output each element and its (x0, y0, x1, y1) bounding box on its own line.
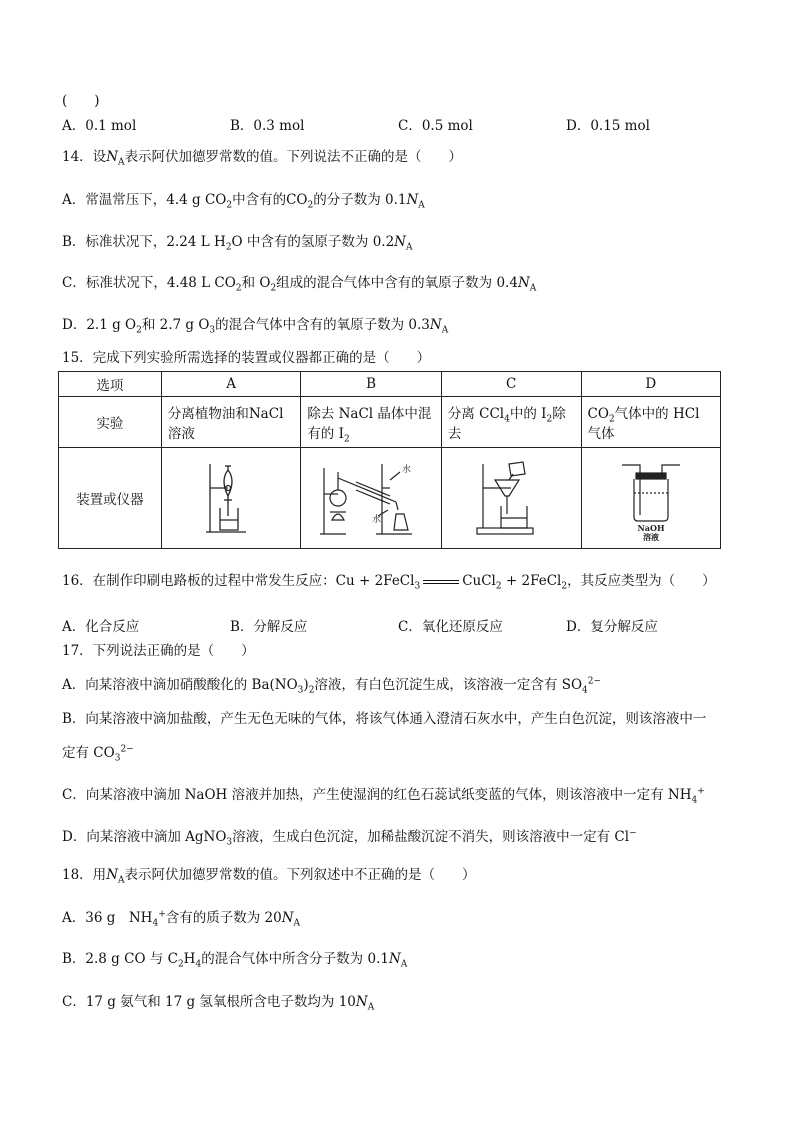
q14-option-a: A．常温常压下，4.4 g $CO_2$中含有的$CO_2$的分子数为 $0.1N_A$ (62, 192, 425, 211)
q17-stem: 17．下列说法正确的是（ ） (62, 643, 255, 659)
q18-option-b: B．2.8 g CO 与 $C_2H_4$的混合气体中所含分子数为 $0.1N_A$ (62, 951, 408, 970)
q14-option-c: C．标准状况下，4.48 L $CO_2$和 $O_2$组成的混合气体中含有的氧原子数为 $0.4N_A$ (62, 275, 537, 294)
apparatus-d (581, 448, 720, 549)
row-label: 装置或仪器 (59, 448, 162, 549)
q16-option-d: D．复分解反应 (566, 619, 658, 635)
reaction-equals (423, 580, 459, 584)
q16-option-c: C．氧化还原反应 (398, 619, 503, 635)
q17-option-b-line1: B．向某溶液中滴加盐酸，产生无色无味的气体，将该气体通入澄清石灰水中，产生白色沉淀，则该溶液中一 (62, 711, 707, 727)
q14-option-d: D．2.1 g $O_2$和 2.7 g $O_3$的混合气体中含有的氧原子数为 $0.3N_A$ (62, 317, 449, 336)
apparatus-a (161, 448, 300, 549)
q17-option-a: A．向某溶液中滴加硝酸酸化的 $Ba(NO_3)_2$溶液，有白色沉淀生成，该溶液一定含有 $SO_4^{2-}$ (62, 676, 602, 696)
q18-stem: 18．用$N_A$表示阿伏加德罗常数的值。下列叙述中不正确的是（ ） (62, 867, 476, 886)
q14-stem: 14．设$N_A$表示阿伏加德罗常数的值。下列说法不正确的是（ ） (62, 149, 462, 168)
q13-paren: ( ) (62, 93, 100, 109)
exp-cell-b: 除去 NaCl 晶体中混有的 $I_2$ (301, 397, 442, 448)
q17-option-b-line2: 定有 $CO_3^{2-}$ (62, 744, 134, 764)
q17-option-c: C．向某溶液中滴加 NaOH 溶液并加热，产生使湿润的红色石蕊试纸变蓝的气体，则该溶液中一定有 $NH_4^+$ (62, 786, 705, 806)
q13-option-c: C．0.5 mol (398, 118, 473, 134)
filtration-apparatus-icon (471, 458, 551, 538)
q16-stem: 16．在制作印刷电路板的过程中常发生反应：Cu + 2FeCl$_3$ CuCl$_2$ + 2FeCl$_2$，其反应类型为（ ） (62, 573, 716, 592)
apparatus-b (301, 448, 442, 549)
exp-cell-d: $CO_2$气体中的 HCl 气体 (581, 397, 720, 448)
table-experiment-row (59, 397, 721, 448)
q13-option-b: B．0.3 mol (230, 118, 305, 134)
solution-label: 溶液 (642, 532, 659, 541)
q13-option-d: D．0.15 mol (566, 118, 650, 134)
table-apparatus-row (59, 448, 721, 549)
apparatus-c (441, 448, 581, 549)
exp-cell-a: 分离植物油和NaCl溶液 (161, 397, 300, 448)
gas-washing-bottle-icon (616, 455, 686, 541)
table-header-row (59, 372, 721, 397)
exp-cell-c: 分离 CCl$_4$中的 $I_2$除去 (441, 397, 581, 448)
header-cell: B (301, 372, 442, 397)
q17-option-d: D．向某溶液中滴加 AgNO$_3$溶液，生成白色沉淀，加稀盐酸沉淀不消失，则该溶液中一定有 Cl− (62, 828, 637, 848)
q18-option-a: A．36 g $NH_4^+$含有的质子数为 $20N_A$ (62, 909, 301, 929)
header-cell: 选项 (59, 372, 162, 397)
header-cell: C (441, 372, 581, 397)
q15-stem: 15．完成下列实验所需选择的装置或仪器都正确的是（ ） (62, 350, 431, 366)
distillation-apparatus-icon (316, 458, 426, 538)
q18-option-c: C．17 g 氨气和 17 g 氢氧根所含电子数均为 $10N_A$ (62, 994, 375, 1013)
water-out-label: 水 (372, 515, 382, 525)
q16-option-a: A．化合反应 (62, 619, 140, 635)
q16-option-b: B．分解反应 (230, 619, 308, 635)
water-in-label: 水 (402, 465, 412, 475)
separatory-funnel-icon (196, 458, 266, 538)
header-cell: A (161, 372, 300, 397)
q14-option-b: B．标准状况下，2.24 L $H_2O$ 中含有的氢原子数为 $0.2N_A$ (62, 234, 413, 253)
row-label: 实验 (59, 397, 162, 448)
q15-table (58, 371, 721, 549)
naoh-label: NaOH (637, 523, 665, 533)
header-cell: D (581, 372, 720, 397)
q13-option-a: A．0.1 mol (62, 118, 137, 134)
